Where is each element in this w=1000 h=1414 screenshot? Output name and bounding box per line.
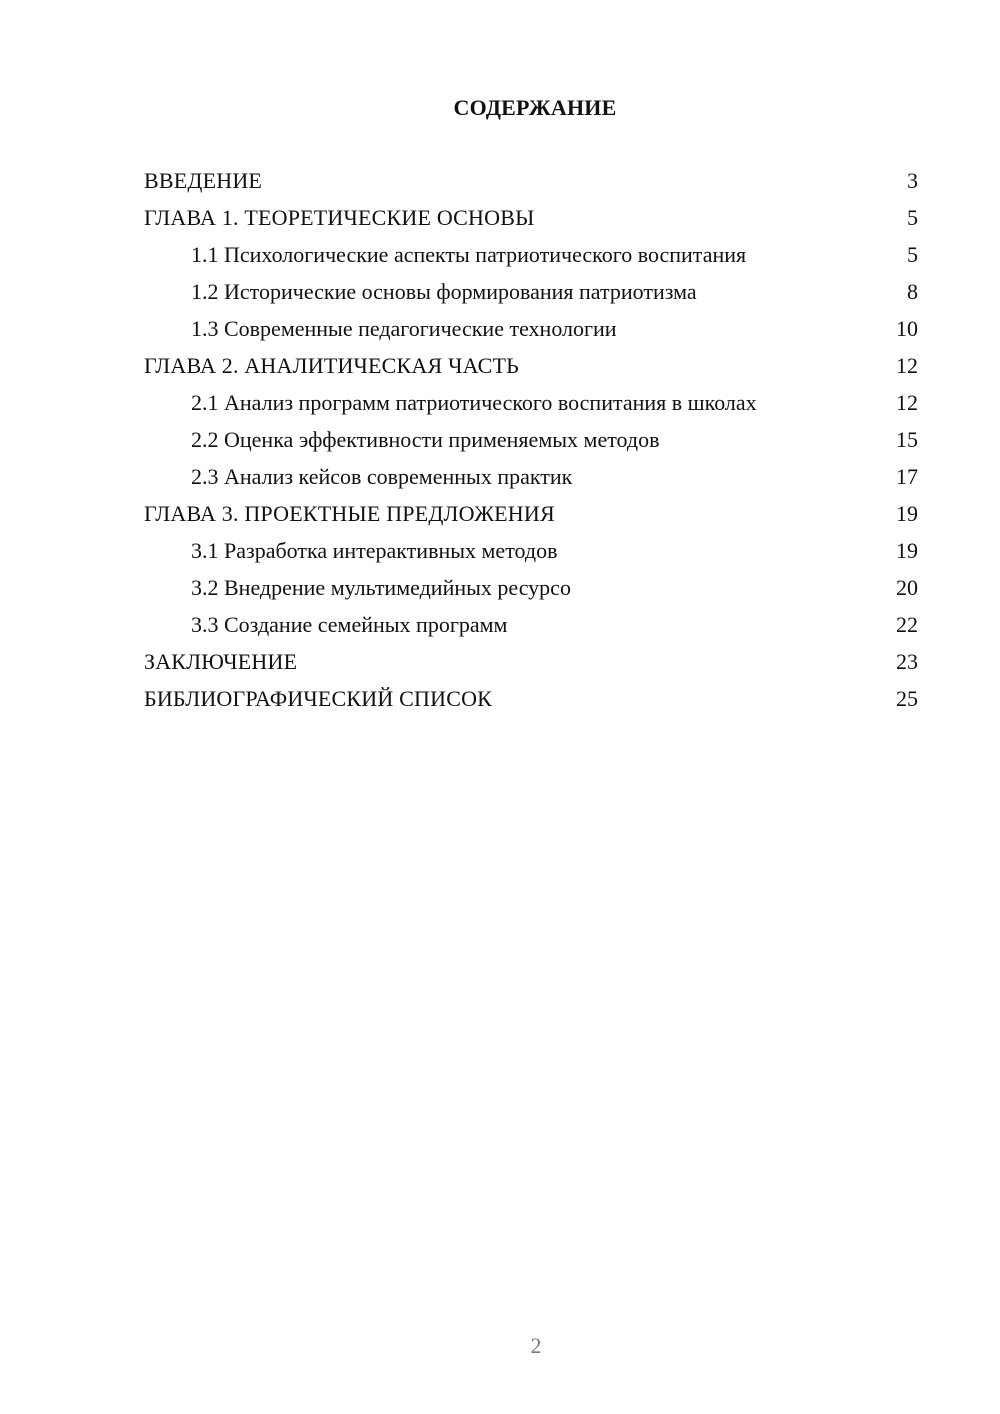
toc-entry-section-2-3[interactable] bbox=[144, 464, 918, 490]
toc-entry-label: БИБЛИОГРАФИЧЕСКИЙ СПИСОК bbox=[144, 686, 493, 711]
page-number: 2 bbox=[530, 1333, 542, 1358]
toc-entry-page: 12 bbox=[896, 353, 918, 378]
toc-entry-introduction[interactable] bbox=[144, 168, 918, 194]
toc-entry-page: 5 bbox=[907, 205, 918, 230]
toc-entry-page: 8 bbox=[907, 279, 918, 304]
page-title: СОДЕРЖАНИЕ bbox=[453, 95, 617, 120]
toc-entry-chapter-2[interactable] bbox=[144, 353, 918, 379]
toc-entry-page: 17 bbox=[896, 464, 918, 489]
toc-entry-bibliography[interactable] bbox=[144, 686, 918, 712]
toc-entry-label: 1.3 Современные педагогические технологии bbox=[191, 316, 617, 341]
toc-entry-label: 3.2 Внедрение мультимедийных ресурсо bbox=[191, 575, 571, 600]
toc-entry-label: 2.2 Оценка эффективности применяемых методов bbox=[191, 427, 660, 452]
toc-entry-section-1-1[interactable] bbox=[144, 242, 918, 268]
toc-entry-label: 1.2 Исторические основы формирования патриотизма bbox=[191, 279, 697, 304]
toc-entry-section-2-1[interactable] bbox=[144, 390, 918, 416]
toc-entry-conclusion[interactable] bbox=[144, 649, 918, 675]
toc-entry-label: ГЛАВА 1. ТЕОРЕТИЧЕСКИЕ ОСНОВЫ bbox=[144, 205, 535, 230]
table-of-contents bbox=[144, 168, 918, 723]
toc-entry-section-1-3[interactable] bbox=[144, 316, 918, 342]
toc-entry-page: 19 bbox=[896, 538, 918, 563]
toc-entry-page: 15 bbox=[896, 427, 918, 452]
toc-entry-label: 2.3 Анализ кейсов современных практик bbox=[191, 464, 573, 489]
toc-entry-label: 2.1 Анализ программ патриотического воспитания в школах bbox=[191, 390, 757, 415]
toc-entry-section-3-3[interactable] bbox=[144, 612, 918, 638]
toc-entry-section-3-2[interactable] bbox=[144, 575, 918, 601]
toc-entry-page: 19 bbox=[896, 501, 918, 526]
toc-entry-label: 3.3 Создание семейных программ bbox=[191, 612, 508, 637]
toc-entry-label: 3.1 Разработка интерактивных методов bbox=[191, 538, 558, 563]
toc-entry-label: ГЛАВА 3. ПРОЕКТНЫЕ ПРЕДЛОЖЕНИЯ bbox=[144, 501, 555, 526]
toc-entry-label: ЗАКЛЮЧЕНИЕ bbox=[144, 649, 298, 674]
toc-entry-page: 22 bbox=[896, 612, 918, 637]
toc-entry-page: 25 bbox=[896, 686, 918, 711]
toc-entry-page: 5 bbox=[907, 242, 918, 267]
toc-entry-page: 3 bbox=[907, 168, 918, 193]
toc-entry-chapter-3[interactable] bbox=[144, 501, 918, 527]
toc-entry-label: 1.1 Психологические аспекты патриотического воспитания bbox=[191, 242, 747, 267]
toc-entry-chapter-1[interactable] bbox=[144, 205, 918, 231]
toc-entry-label: ВВЕДЕНИЕ bbox=[144, 168, 263, 193]
toc-entry-section-1-2[interactable] bbox=[144, 279, 918, 305]
toc-entry-page: 20 bbox=[896, 575, 918, 600]
toc-entry-page: 10 bbox=[896, 316, 918, 341]
toc-entry-section-2-2[interactable] bbox=[144, 427, 918, 453]
toc-entry-section-3-1[interactable] bbox=[144, 538, 918, 564]
toc-entry-page: 23 bbox=[896, 649, 918, 674]
toc-entry-page: 12 bbox=[896, 390, 918, 415]
toc-entry-label: ГЛАВА 2. АНАЛИТИЧЕСКАЯ ЧАСТЬ bbox=[144, 353, 519, 378]
